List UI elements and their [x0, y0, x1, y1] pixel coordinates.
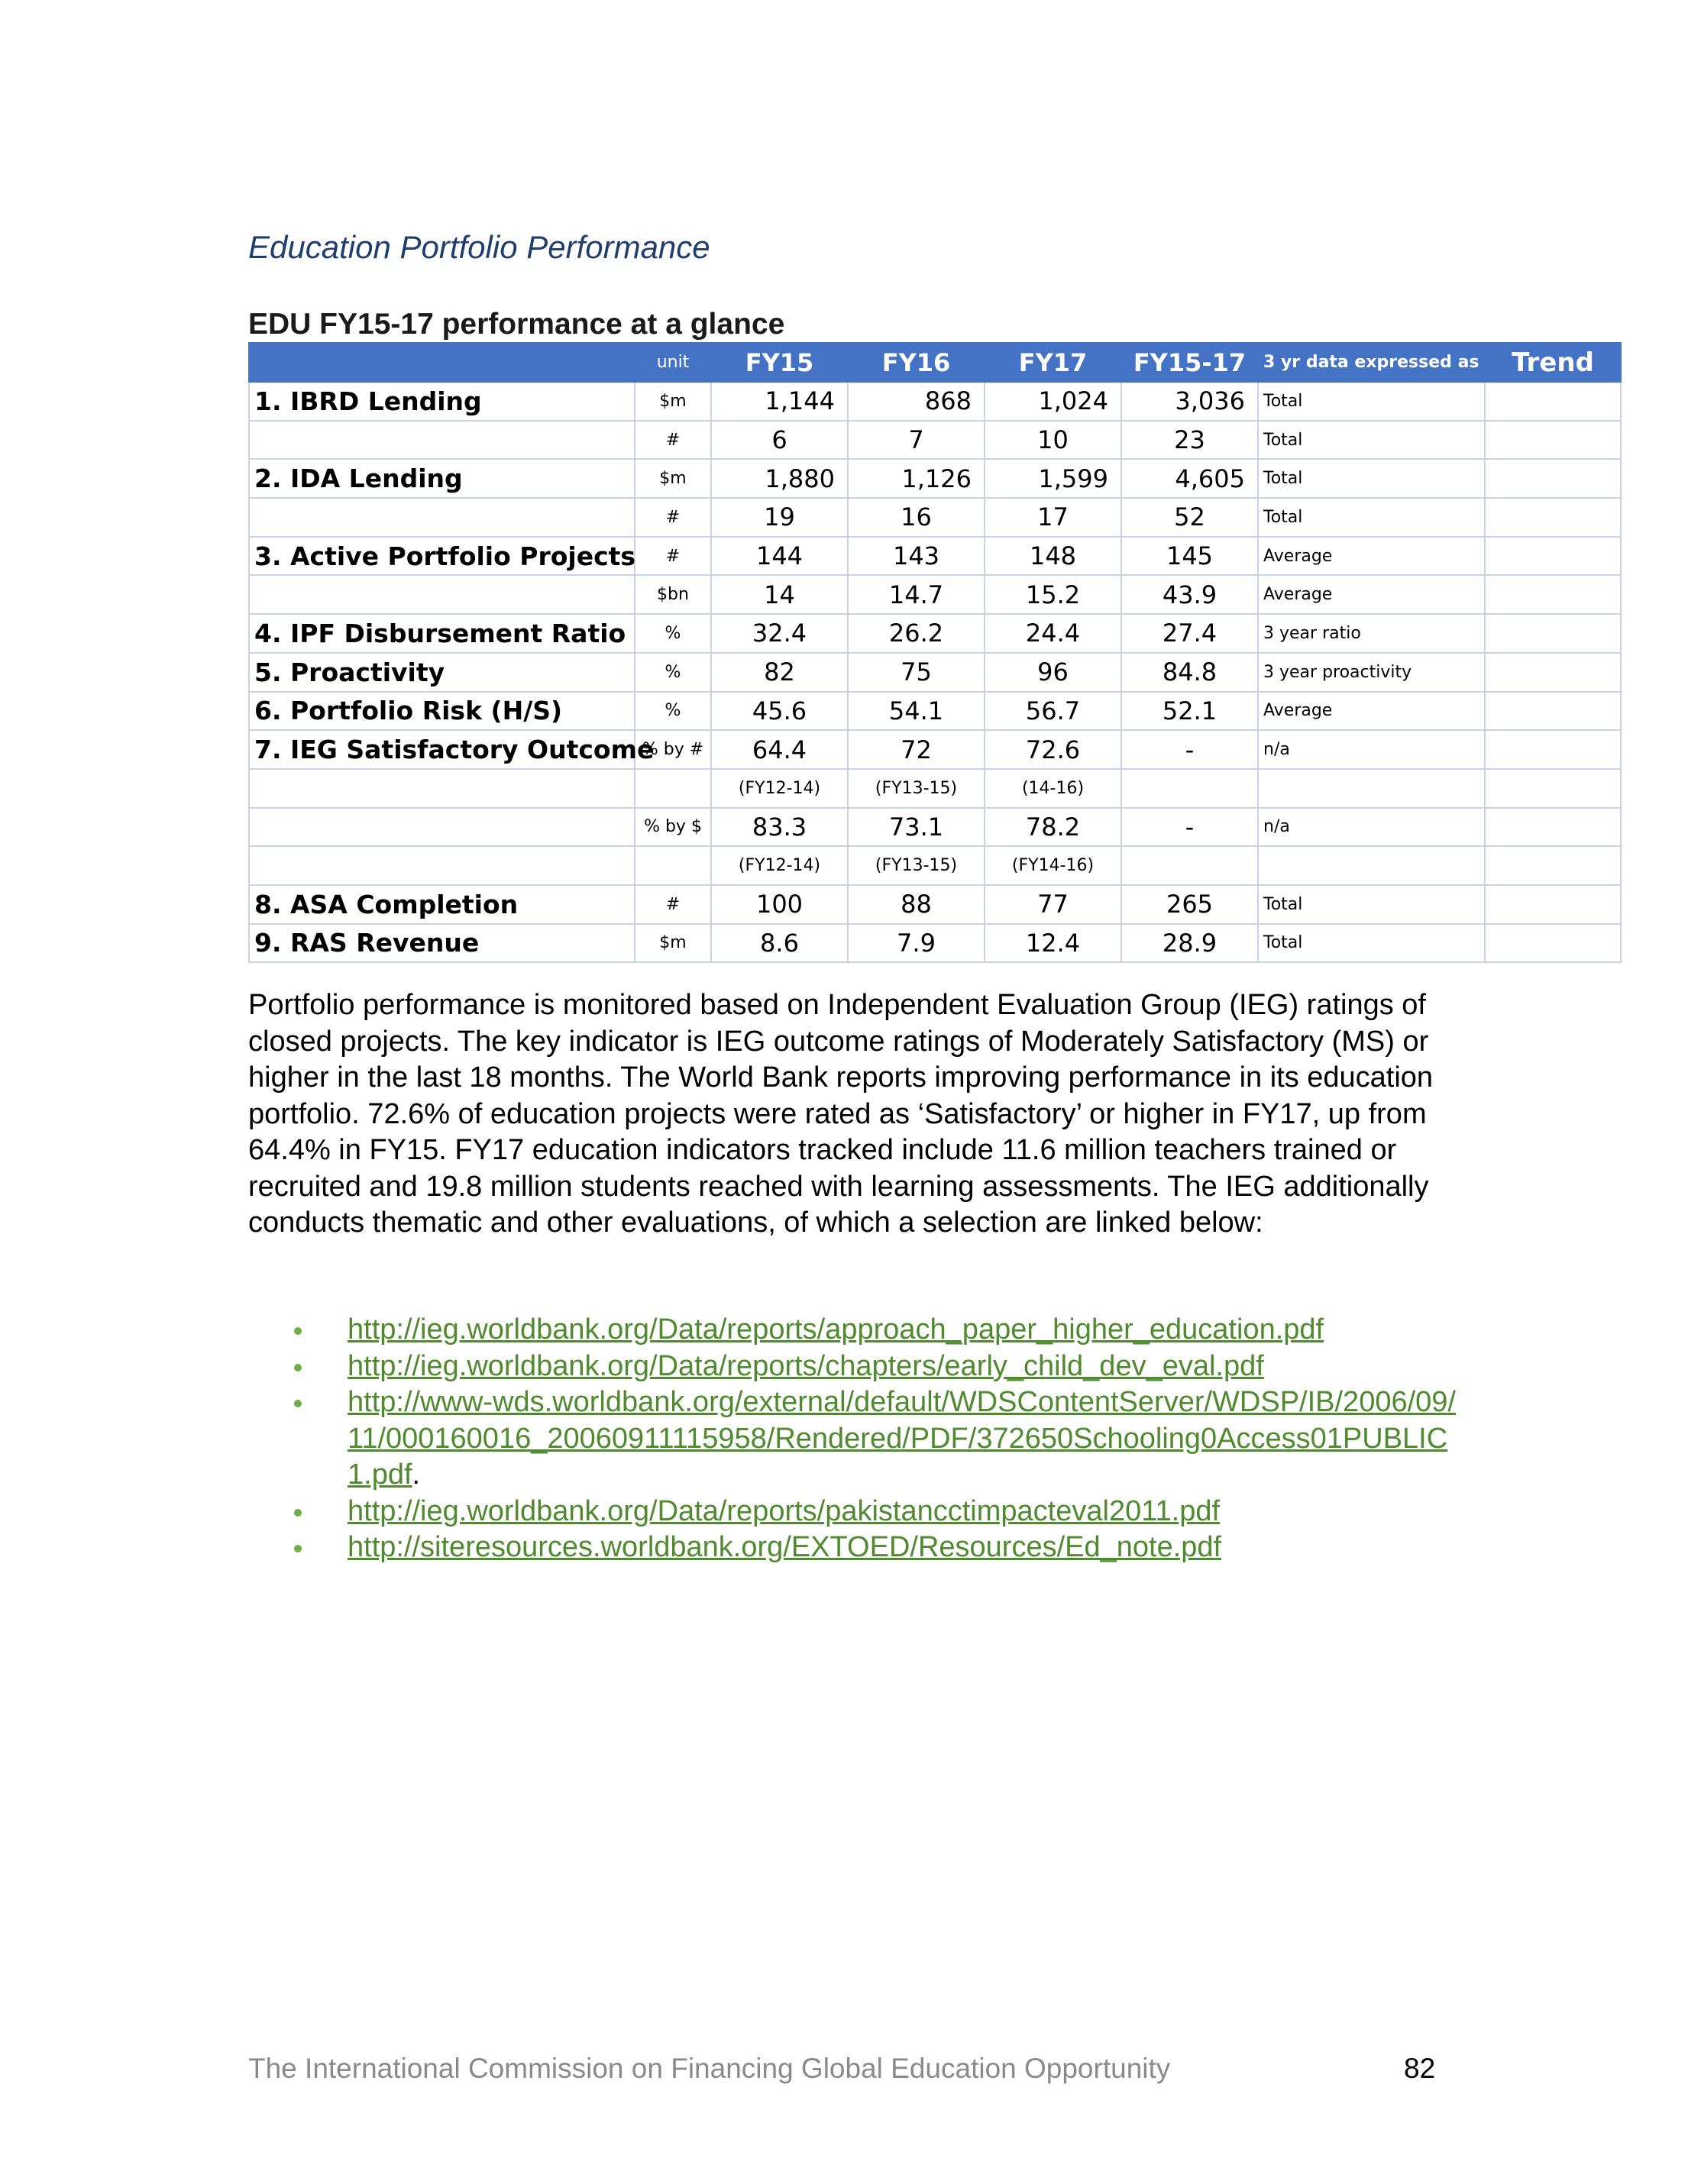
cell-fy16: 26.2 [848, 614, 985, 653]
table-row [249, 808, 1621, 847]
cell-fy15: 19 [711, 498, 848, 537]
row-label: 3. Active Portfolio Projects [249, 537, 635, 576]
list-item [294, 1530, 1463, 1566]
row-label [249, 846, 635, 885]
row-unit: $m [635, 924, 711, 963]
table-row [249, 924, 1621, 963]
cell-note: 3 year ratio [1258, 614, 1485, 653]
cell-fy15-17: 52.1 [1121, 692, 1258, 731]
cell-note: Total [1258, 382, 1485, 421]
row-unit: % [635, 692, 711, 731]
cell-fy17: 24.4 [985, 614, 1121, 653]
cell-fy17: 1,599 [985, 459, 1121, 498]
row-unit: % by # [635, 730, 711, 769]
cell-fy15-17: 265 [1121, 885, 1258, 924]
cell-fy17: 15.2 [985, 575, 1121, 614]
cell-note: n/a [1258, 808, 1485, 847]
cell-fy15: 8.6 [711, 924, 848, 963]
cell-trend [1485, 808, 1621, 847]
performance-table [248, 342, 1622, 963]
cell-fy17: 78.2 [985, 808, 1121, 847]
row-label: 9. RAS Revenue [249, 924, 635, 963]
cell-fy17: 10 [985, 421, 1121, 460]
cell-trend [1485, 769, 1621, 808]
row-label: 1. IBRD Lending [249, 382, 635, 421]
row-label: 6. Portfolio Risk (H/S) [249, 692, 635, 731]
cell-fy16: 88 [848, 885, 985, 924]
cell-fy16: 868 [848, 382, 985, 421]
cell-fy16: 1,126 [848, 459, 985, 498]
cell-fy15: 144 [711, 537, 848, 576]
cell-note [1258, 769, 1485, 808]
evaluation-link[interactable]: http://www-wds.worldbank.org/external/default/WDSContentServer/WDSP/IB/2006/09/11/000160016_20060911115958/Rendered/PDF/372650Schooling0Access01PUBLIC1.pdf [348, 1386, 1456, 1491]
cell-note: Total [1258, 498, 1485, 537]
cell-trend [1485, 382, 1621, 421]
cell-fy17: 148 [985, 537, 1121, 576]
row-unit: % [635, 614, 711, 653]
cell-fy17: 77 [985, 885, 1121, 924]
table-row [249, 653, 1621, 692]
cell-trend [1485, 614, 1621, 653]
bullet-icon [294, 1327, 302, 1335]
row-unit: % [635, 653, 711, 692]
cell-fy17: 1,024 [985, 382, 1121, 421]
header-fy15-17: FY15-17 [1121, 343, 1258, 382]
cell-trend [1485, 846, 1621, 885]
cell-trend [1485, 498, 1621, 537]
cell-note [1258, 846, 1485, 885]
cell-note: Average [1258, 692, 1485, 731]
row-unit: % by $ [635, 808, 711, 847]
header-fy17: FY17 [985, 343, 1121, 382]
row-label [249, 498, 635, 537]
evaluation-links-list [294, 1312, 1463, 1566]
table-title: EDU FY15-17 performance at a glance [248, 308, 785, 341]
cell-fy15-period: (FY12-14) [711, 769, 848, 808]
table-row [249, 382, 1621, 421]
cell-fy17: 17 [985, 498, 1121, 537]
cell-fy17: 96 [985, 653, 1121, 692]
table-row [249, 459, 1621, 498]
cell-fy15: 64.4 [711, 730, 848, 769]
cell-fy15-17: 4,605 [1121, 459, 1258, 498]
cell-fy15-17: 27.4 [1121, 614, 1258, 653]
table-row [249, 421, 1621, 460]
header-trend: Trend [1485, 343, 1621, 382]
cell-fy16: 7.9 [848, 924, 985, 963]
cell-fy15: 83.3 [711, 808, 848, 847]
cell-trend [1485, 421, 1621, 460]
cell-note: Total [1258, 885, 1485, 924]
header-fy15: FY15 [711, 343, 848, 382]
list-item [294, 1312, 1463, 1349]
cell-fy16: 143 [848, 537, 985, 576]
cell-fy16: 14.7 [848, 575, 985, 614]
evaluation-link[interactable]: http://ieg.worldbank.org/Data/reports/pakistancctimpacteval2011.pdf [348, 1494, 1221, 1527]
cell-trend [1485, 653, 1621, 692]
cell-fy16: 7 [848, 421, 985, 460]
cell-trend [1485, 459, 1621, 498]
cell-fy16-period: (FY13-15) [848, 769, 985, 808]
cell-fy15-17: 145 [1121, 537, 1258, 576]
list-item [294, 1384, 1463, 1494]
row-label [249, 575, 635, 614]
row-label: 7. IEG Satisfactory Outcome [249, 730, 635, 769]
row-unit: $m [635, 382, 711, 421]
list-item [294, 1349, 1463, 1385]
cell-fy17: 56.7 [985, 692, 1121, 731]
table-row [249, 692, 1621, 731]
cell-trend [1485, 924, 1621, 963]
cell-note: Average [1258, 537, 1485, 576]
row-unit: # [635, 537, 711, 576]
cell-fy16: 16 [848, 498, 985, 537]
row-label [249, 808, 635, 847]
cell-fy15: 14 [711, 575, 848, 614]
cell-note: Total [1258, 924, 1485, 963]
table-row [249, 885, 1621, 924]
cell-fy15: 32.4 [711, 614, 848, 653]
row-unit: # [635, 421, 711, 460]
table-row [249, 537, 1621, 576]
row-unit [635, 769, 711, 808]
list-item [294, 1494, 1463, 1530]
table-row [249, 498, 1621, 537]
cell-fy15: 6 [711, 421, 848, 460]
cell-fy15-17: 23 [1121, 421, 1258, 460]
cell-note: Total [1258, 421, 1485, 460]
table-row [249, 730, 1621, 769]
cell-trend [1485, 575, 1621, 614]
row-unit: # [635, 498, 711, 537]
row-unit [635, 846, 711, 885]
cell-trend [1485, 730, 1621, 769]
header-label [249, 343, 635, 382]
body-paragraph: Portfolio performance is monitored based on Independent Evaluation Group (IEG) ratings of closed projects. The key indicator is IEG outcome ratings of Moderately Satisfactory (MS) or higher in the last 18 months. The World Bank reports improving performance in its education portfolio. 72.6% of education projects were rated as ‘Satisfactory’ or higher in FY17, up from 64.4% in FY15. FY17 education indicators tracked include 11.6 million teachers trained or recruited and 19.8 million students reached with learning assessments. The IEG additionally conducts thematic and other evaluations, of which a selection are linked below: [248, 989, 1434, 1239]
table-header-row [249, 343, 1621, 382]
cell-fy16: 72 [848, 730, 985, 769]
section-title: Education Portfolio Performance [248, 229, 710, 265]
header-expressed-as: 3 yr data expressed as [1258, 343, 1485, 382]
cell-fy17-period: (FY14-16) [985, 846, 1121, 885]
cell-fy17: 72.6 [985, 730, 1121, 769]
cell-trend [1485, 692, 1621, 731]
row-label [249, 769, 635, 808]
footer-text: The International Commission on Financing Global Education Opportunity [248, 2053, 1171, 2084]
cell-fy15: 1,144 [711, 382, 848, 421]
cell-fy15-17 [1121, 769, 1258, 808]
row-unit: $m [635, 459, 711, 498]
cell-fy15-17 [1121, 846, 1258, 885]
cell-note: 3 year proactivity [1258, 653, 1485, 692]
bullet-icon [294, 1400, 302, 1407]
cell-fy15-period: (FY12-14) [711, 846, 848, 885]
cell-fy16: 73.1 [848, 808, 985, 847]
cell-fy15: 100 [711, 885, 848, 924]
cell-fy15-17: - [1121, 730, 1258, 769]
evaluation-link[interactable]: http://ieg.worldbank.org/Data/reports/chapters/early_child_dev_eval.pdf [348, 1349, 1264, 1382]
bullet-icon [294, 1509, 302, 1517]
bullet-icon [294, 1545, 302, 1552]
cell-note: n/a [1258, 730, 1485, 769]
header-unit: unit [635, 343, 711, 382]
cell-fy15: 1,880 [711, 459, 848, 498]
row-label [249, 421, 635, 460]
cell-trend [1485, 885, 1621, 924]
table-row [249, 769, 1621, 808]
cell-fy15-17: 52 [1121, 498, 1258, 537]
cell-fy16: 54.1 [848, 692, 985, 731]
cell-fy15-17: - [1121, 808, 1258, 847]
cell-fy15-17: 84.8 [1121, 653, 1258, 692]
cell-fy16-period: (FY13-15) [848, 846, 985, 885]
cell-fy15-17: 3,036 [1121, 382, 1258, 421]
row-label: 2. IDA Lending [249, 459, 635, 498]
cell-note: Total [1258, 459, 1485, 498]
page-number: 82 [1404, 2053, 1436, 2084]
cell-note: Average [1258, 575, 1485, 614]
header-fy16: FY16 [848, 343, 985, 382]
table-row [249, 614, 1621, 653]
cell-fy16: 75 [848, 653, 985, 692]
row-label: 8. ASA Completion [249, 885, 635, 924]
cell-fy15-17: 28.9 [1121, 924, 1258, 963]
row-unit: # [635, 885, 711, 924]
cell-fy17: 12.4 [985, 924, 1121, 963]
cell-fy17-period: (14-16) [985, 769, 1121, 808]
table-row [249, 575, 1621, 614]
cell-fy15: 82 [711, 653, 848, 692]
row-label: 4. IPF Disbursement Ratio [249, 614, 635, 653]
evaluation-link[interactable]: http://ieg.worldbank.org/Data/reports/approach_paper_higher_education.pdf [348, 1313, 1324, 1346]
bullet-icon [294, 1364, 302, 1371]
cell-fy15-17: 43.9 [1121, 575, 1258, 614]
evaluation-link[interactable]: http://siteresources.worldbank.org/EXTOED/Resources/Ed_note.pdf [348, 1531, 1222, 1563]
link-trailing: . [412, 1459, 421, 1491]
table-row [249, 846, 1621, 885]
cell-trend [1485, 537, 1621, 576]
cell-fy15: 45.6 [711, 692, 848, 731]
row-unit: $bn [635, 575, 711, 614]
row-label: 5. Proactivity [249, 653, 635, 692]
